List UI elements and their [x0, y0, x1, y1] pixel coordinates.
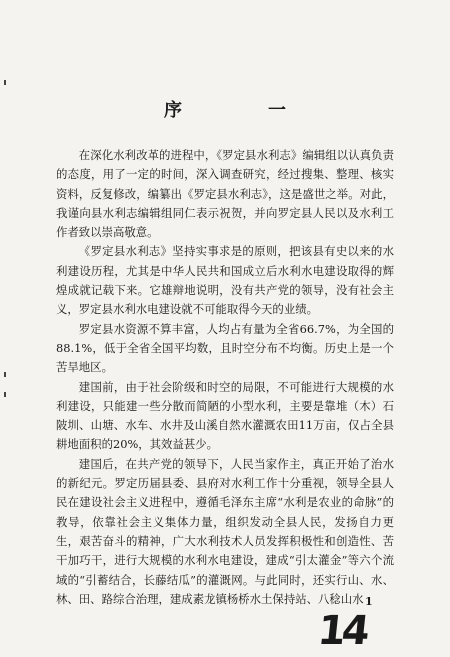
scan-edge-mark [4, 372, 6, 377]
paragraph-2: 《罗定县水利志》坚持实事求是的原则，把该县有史以来的水利建设历程，尤其是中华人民共和国成立后水利水电建设取得的辉煌成就记载下来。它雄辩地说明，没有共产党的领导，没有社会主义，罗定县水利水电建设就不可能取得今天的业绩。 [56, 244, 394, 317]
paragraph-3: 罗定县水资源不算丰富，人均占有量为全省66.7%，为全国的88.1%，低于全省全国平均数，且时空分布不均衡。历史上是一个苦旱地区。 [56, 321, 394, 375]
page-title: 序 一 [164, 100, 320, 121]
handwritten-page-number: 14 [315, 608, 369, 654]
scan-edge-mark [4, 392, 6, 397]
paragraph-5: 建国后，在共产党的领导下，人民当家作主，真正开始了治水的新纪元。罗定历届县委、县府对水利工作十分重视，领导全县人民在建设社会主义进程中，遵循毛泽东主席“水利是农业的命脉”的教导，依靠社会主义集体力量，组织发动全县人民，发扬自力更生，艰苦奋斗的精神，广大水利技术人员发挥积极性和创造性、苦干加巧干，进行大规模的水利水电建设，建成“引太灌金”等六个流域的“引蓄结合，长藤结瓜”的灌溉网。与此同时，还实行山、水、林、田、路综合治理，建成素龙镇杨桥水土保持站、八稔山水 [56, 456, 394, 606]
paragraph-4: 建国前，由于社会阶级和时空的局限，不可能进行大规模的水利建设，只能建一些分散而简陋的小型水利，主要是靠堆（木）石陂圳、山塘、水车、水井及山溪自然水灌溉农田11万亩，仅占全县耕地面积的20%，其效益甚少。 [56, 379, 394, 452]
scan-edge-mark [4, 80, 6, 85]
body-text [56, 146, 394, 609]
page-number: 1 [365, 595, 373, 608]
paragraph-1: 在深化水利改革的进程中，《罗定县水利志》编辑组以认真负责的态度，用了一定的时间，深入调查研究，经过搜集、整理、核实资料，反复修改，编纂出《罗定县水利志》，这是盛世之举。对此，我谨向县水利志编辑组同仁表示祝贺，并向罗定县人民以及水利工作者致以崇高敬意。 [56, 148, 394, 240]
